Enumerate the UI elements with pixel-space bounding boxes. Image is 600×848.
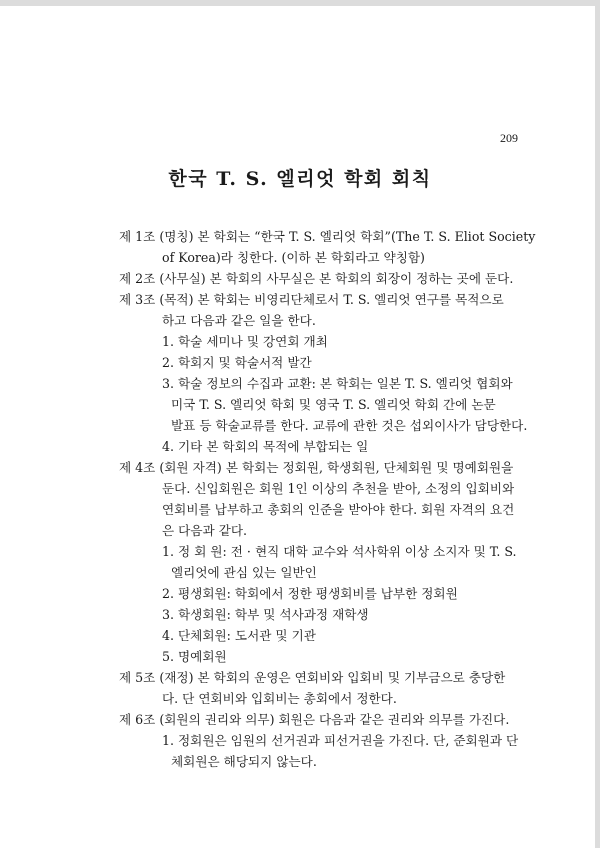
article-3-line-1: 제 3조 (목적) 본 학회는 비영리단체로서 T. S. 엘리엇 연구를 목적으로 (119, 292, 504, 307)
article-3-item-2: 2. 학회지 및 학술서적 발간 (162, 355, 312, 370)
article-4-item-5: 5. 명예회원 (162, 649, 227, 664)
article-4-line-1: 제 4조 (회원 자격) 본 학회는 정회원, 학생회원, 단체회원 및 명예회원을 (119, 460, 514, 475)
article-1-line-1: 제 1조 (명칭) 본 학회는 “한국 T. S. 엘리엇 학회”(The T. S. Eliot Society (119, 229, 536, 244)
article-6-item-1-line-1: 1. 정회원은 임원의 선거권과 피선거권을 가진다. 단, 준회원과 단 (162, 733, 519, 748)
article-5-line-2: 다. 단 연회비와 입회비는 총회에서 정한다. (162, 691, 397, 706)
article-3-item-1: 1. 학술 세미나 및 강연회 개최 (162, 334, 328, 349)
article-4-item-1-line-1: 1. 정 회 원: 전 · 현직 대학 교수와 석사학위 이상 소지자 및 T. S. (162, 544, 517, 559)
article-3-item-3-line-1: 3. 학술 정보의 수집과 교환: 본 학회는 일본 T. S. 엘리엇 협회와 (162, 376, 513, 391)
article-3-item-3-line-2: 미국 T. S. 엘리엇 학회 및 영국 T. S. 엘리엇 학회 간에 논문 (171, 397, 496, 412)
article-3-item-4: 4. 기타 본 학회의 목적에 부합되는 일 (162, 439, 369, 454)
article-1-line-2: of Korea)라 칭한다. (이하 본 학회라고 약칭함) (162, 250, 425, 265)
page-title: 한국 T. S. 엘리엇 학회 회칙 (168, 168, 432, 190)
article-5-line-1: 제 5조 (재정) 본 학회의 운영은 연회비와 입회비 및 기부금으로 충당한 (119, 670, 506, 685)
article-3-item-3-line-3: 발표 등 학술교류를 한다. 교류에 관한 것은 섭외이사가 담당한다. (171, 418, 528, 433)
article-4-line-2: 둔다. 신입회원은 회원 1인 이상의 추천을 받아, 소정의 입회비와 (162, 481, 515, 496)
article-6-item-1-line-2: 체회원은 해당되지 않는다. (171, 754, 317, 769)
page-number: 209 (500, 131, 518, 145)
article-6-line-1: 제 6조 (회원의 권리와 의무) 회원은 다음과 같은 권리와 의무를 가진다. (119, 712, 510, 727)
article-3-line-2: 하고 다음과 같은 일을 한다. (162, 313, 316, 328)
article-2-line-1: 제 2조 (사무실) 본 학회의 사무실은 본 학회의 회장이 정하는 곳에 둔다. (119, 271, 514, 286)
article-4-line-3: 연회비를 납부하고 총회의 인준을 받아야 한다. 회원 자격의 요건 (162, 502, 515, 517)
article-4-item-4: 4. 단체회원: 도서관 및 기관 (162, 628, 316, 643)
article-4-item-3: 3. 학생회원: 학부 및 석사과정 재학생 (162, 607, 369, 622)
article-4-item-1-line-2: 엘리엇에 관심 있는 일반인 (171, 565, 317, 580)
article-4-item-2: 2. 평생회원: 학회에서 정한 평생회비를 납부한 정회원 (162, 586, 458, 601)
article-4-line-4: 은 다음과 같다. (162, 523, 248, 538)
bylaws-body (119, 226, 536, 772)
